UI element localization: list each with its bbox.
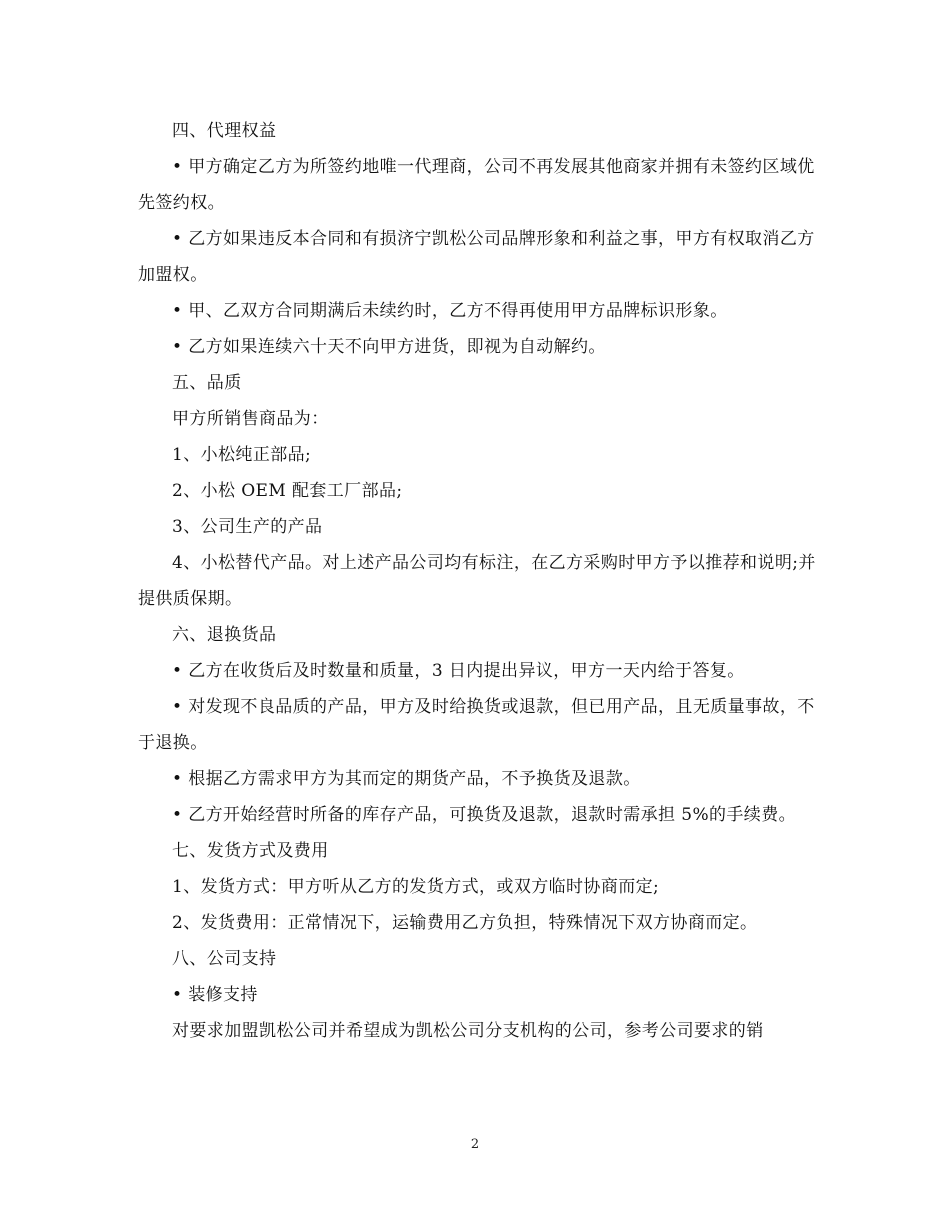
bullet-paragraph: • 乙方开始经营时所备的库存产品，可换货及退款，退款时需承担 5%的手续费。: [172, 805, 797, 825]
document-body: [138, 113, 818, 1049]
page-number: 2: [470, 1137, 480, 1152]
numbered-item: 4、小松替代产品。对上述产品公司均有标注，在乙方采购时甲方予以推荐和说明;并提供质保期。: [138, 553, 816, 609]
numbered-item: 3、公司生产的产品: [172, 517, 323, 537]
section-heading-quality: 五、品质: [172, 373, 242, 393]
bullet-paragraph: • 装修支持: [172, 985, 258, 1005]
section-heading-shipping: 七、发货方式及费用: [172, 841, 329, 861]
section-heading-returns: 六、退换货品: [172, 625, 277, 645]
bullet-paragraph: • 甲方确定乙方为所签约地唯一代理商，公司不再发展其他商家并拥有未签约区域优先签约权。: [138, 157, 815, 213]
numbered-item: 2、发货费用：正常情况下，运输费用乙方负担，特殊情况下双方协商而定。: [172, 913, 758, 933]
bullet-paragraph: • 乙方如果连续六十天不向甲方进货，即视为自动解约。: [172, 337, 606, 357]
section-heading-agency-rights: 四、代理权益: [172, 121, 277, 141]
section-heading-company-support: 八、公司支持: [172, 949, 277, 969]
numbered-item: 2、小松 OEM 配套工厂部品;: [172, 481, 403, 501]
numbered-item: 1、发货方式：甲方听从乙方的发货方式，或双方临时协商而定;: [172, 877, 660, 897]
bullet-paragraph: • 根据乙方需求甲方为其而定的期货产品，不予换货及退款。: [172, 769, 641, 789]
paragraph: 甲方所销售商品为：: [172, 409, 329, 429]
bullet-paragraph: • 甲、乙双方合同期满后未续约时，乙方不得再使用甲方品牌标识形象。: [172, 301, 728, 321]
bullet-paragraph: • 对发现不良品质的产品，甲方及时给换货或退款，但已用产品，且无质量事故，不于退换。: [138, 697, 815, 753]
numbered-item: 1、小松纯正部品;: [172, 445, 312, 465]
bullet-paragraph: • 乙方在收货后及时数量和质量，3 日内提出异议，甲方一天内给于答复。: [172, 661, 745, 681]
bullet-paragraph: • 乙方如果违反本合同和有损济宁凯松公司品牌形象和利益之事，甲方有权取消乙方加盟权。: [138, 229, 815, 285]
paragraph: 对要求加盟凯松公司并希望成为凯松公司分支机构的公司，参考公司要求的销: [172, 1021, 764, 1041]
